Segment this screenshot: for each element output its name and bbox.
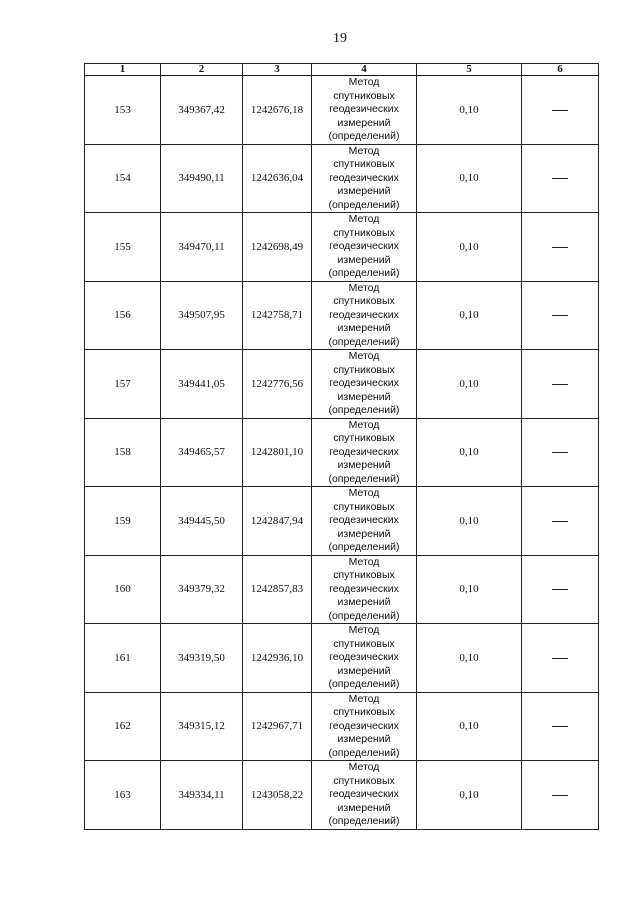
method-line: геодезических: [329, 377, 399, 389]
method-line: геодезических: [329, 240, 399, 252]
dash-mark: [552, 178, 568, 179]
x-coordinate-cell: 349445,50: [161, 487, 243, 556]
dash-mark: [552, 726, 568, 727]
method-line: (определений): [328, 678, 400, 690]
method-line: Метод: [348, 76, 380, 88]
method-line: спутниковых: [333, 158, 395, 170]
precision-cell: 0,10: [417, 692, 522, 761]
point-number-cell: 160: [85, 555, 161, 624]
method-line: геодезических: [329, 582, 399, 595]
note-cell: [522, 350, 599, 419]
header-cell: 5: [417, 64, 522, 76]
precision-cell: 0,10: [417, 213, 522, 282]
precision-cell: 0,10: [417, 487, 522, 556]
table-row: [85, 144, 599, 213]
method-line: Метод: [348, 281, 380, 294]
method-line: спутниковых: [333, 89, 395, 102]
method-line: геодезических: [329, 103, 399, 115]
precision-cell: 0,10: [417, 624, 522, 693]
y-coordinate-cell: 1242636,04: [243, 144, 312, 213]
note-cell: [522, 144, 599, 213]
method-line: (определений): [328, 609, 400, 622]
method-line: (определений): [328, 130, 400, 142]
method-cell: [312, 692, 417, 761]
method-line: спутниковых: [333, 569, 395, 581]
method-cell: [312, 350, 417, 419]
method-line: геодезических: [329, 514, 399, 526]
point-number-cell: 153: [85, 76, 161, 145]
method-line: (определений): [328, 335, 400, 348]
point-number-cell: 162: [85, 692, 161, 761]
point-number-cell: 157: [85, 350, 161, 419]
header-cell: 6: [522, 64, 599, 76]
note-cell: [522, 555, 599, 624]
note-cell: [522, 624, 599, 693]
header-cell: 4: [312, 64, 417, 76]
method-cell: [312, 76, 417, 145]
method-line: (определений): [328, 472, 400, 485]
method-line: Метод: [348, 350, 380, 362]
table-header-row: [85, 64, 599, 76]
precision-cell: 0,10: [417, 350, 522, 419]
method-line: спутниковых: [333, 500, 395, 513]
point-number-cell: 163: [85, 761, 161, 830]
y-coordinate-cell: 1242801,10: [243, 418, 312, 487]
y-coordinate-cell: 1242758,71: [243, 281, 312, 350]
table-row: [85, 624, 599, 693]
dash-mark: [552, 589, 568, 590]
dash-mark: [552, 521, 568, 522]
point-number-cell: 159: [85, 487, 161, 556]
table-row: [85, 350, 599, 419]
header-cell: 2: [161, 64, 243, 76]
precision-cell: 0,10: [417, 144, 522, 213]
method-line: геодезических: [329, 445, 399, 458]
method-cell: [312, 213, 417, 282]
method-cell: [312, 418, 417, 487]
dash-mark: [552, 658, 568, 659]
note-cell: [522, 692, 599, 761]
dash-mark: [552, 452, 568, 453]
y-coordinate-cell: 1242676,18: [243, 76, 312, 145]
method-line: спутниковых: [333, 295, 395, 307]
method-line: измерений: [337, 733, 391, 745]
y-coordinate-cell: 1242967,71: [243, 692, 312, 761]
table-body: [85, 76, 599, 830]
y-coordinate-cell: 1242847,94: [243, 487, 312, 556]
note-cell: [522, 213, 599, 282]
method-line: спутниковых: [333, 774, 395, 787]
table-row: [85, 761, 599, 830]
method-cell: [312, 624, 417, 693]
precision-cell: 0,10: [417, 418, 522, 487]
table-row: [85, 487, 599, 556]
method-line: измерений: [337, 185, 391, 197]
note-cell: [522, 487, 599, 556]
method-line: спутниковых: [333, 706, 395, 718]
method-line: геодезических: [329, 719, 399, 732]
point-number-cell: 158: [85, 418, 161, 487]
x-coordinate-cell: 349507,95: [161, 281, 243, 350]
method-line: (определений): [328, 198, 400, 211]
table-row: [85, 555, 599, 624]
dash-mark: [552, 247, 568, 248]
method-line: спутниковых: [333, 432, 395, 444]
method-line: (определений): [328, 267, 400, 279]
x-coordinate-cell: 349315,12: [161, 692, 243, 761]
dash-mark: [552, 795, 568, 796]
table-row: [85, 692, 599, 761]
method-line: измерений: [337, 390, 391, 403]
method-line: Метод: [348, 487, 380, 499]
note-cell: [522, 761, 599, 830]
method-line: измерений: [337, 527, 391, 540]
note-cell: [522, 76, 599, 145]
y-coordinate-cell: 1242936,10: [243, 624, 312, 693]
x-coordinate-cell: 349367,42: [161, 76, 243, 145]
method-line: измерений: [337, 459, 391, 471]
header-cell: 3: [243, 64, 312, 76]
precision-cell: 0,10: [417, 761, 522, 830]
method-line: измерений: [337, 596, 391, 608]
method-line: геодезических: [329, 788, 399, 800]
x-coordinate-cell: 349334,11: [161, 761, 243, 830]
table-row: [85, 213, 599, 282]
table-row: [85, 418, 599, 487]
method-line: Метод: [348, 555, 380, 568]
method-line: геодезических: [329, 308, 399, 321]
method-cell: [312, 761, 417, 830]
coordinates-table: [84, 63, 599, 830]
method-line: геодезических: [329, 171, 399, 184]
method-cell: [312, 555, 417, 624]
table-row: [85, 76, 599, 145]
method-line: (определений): [328, 404, 400, 416]
method-cell: [312, 281, 417, 350]
x-coordinate-cell: 349470,11: [161, 213, 243, 282]
point-number-cell: 154: [85, 144, 161, 213]
point-number-cell: 161: [85, 624, 161, 693]
method-line: измерений: [337, 116, 391, 129]
method-line: (определений): [328, 746, 400, 759]
y-coordinate-cell: 1243058,22: [243, 761, 312, 830]
method-line: Метод: [348, 418, 380, 431]
x-coordinate-cell: 349465,57: [161, 418, 243, 487]
method-line: Метод: [348, 761, 380, 773]
dash-mark: [552, 384, 568, 385]
y-coordinate-cell: 1242698,49: [243, 213, 312, 282]
method-line: спутниковых: [333, 363, 395, 376]
y-coordinate-cell: 1242857,83: [243, 555, 312, 624]
header-cell: 1: [85, 64, 161, 76]
method-cell: [312, 144, 417, 213]
method-line: (определений): [328, 541, 400, 553]
method-line: спутниковых: [333, 637, 395, 650]
method-line: измерений: [337, 253, 391, 266]
method-line: Метод: [348, 692, 380, 705]
method-line: измерений: [337, 322, 391, 334]
method-line: (определений): [328, 815, 400, 827]
y-coordinate-cell: 1242776,56: [243, 350, 312, 419]
method-line: измерений: [337, 801, 391, 814]
table-row: [85, 281, 599, 350]
method-line: спутниковых: [333, 226, 395, 239]
point-number-cell: 155: [85, 213, 161, 282]
note-cell: [522, 418, 599, 487]
method-line: Метод: [348, 144, 380, 157]
x-coordinate-cell: 349379,32: [161, 555, 243, 624]
precision-cell: 0,10: [417, 76, 522, 145]
x-coordinate-cell: 349490,11: [161, 144, 243, 213]
dash-mark: [552, 110, 568, 111]
method-line: Метод: [348, 624, 380, 636]
precision-cell: 0,10: [417, 555, 522, 624]
x-coordinate-cell: 349319,50: [161, 624, 243, 693]
x-coordinate-cell: 349441,05: [161, 350, 243, 419]
note-cell: [522, 281, 599, 350]
method-line: геодезических: [329, 651, 399, 663]
precision-cell: 0,10: [417, 281, 522, 350]
point-number-cell: 156: [85, 281, 161, 350]
method-line: Метод: [348, 213, 380, 225]
method-line: измерений: [337, 664, 391, 677]
page-number: 19: [333, 31, 347, 46]
method-cell: [312, 487, 417, 556]
dash-mark: [552, 315, 568, 316]
